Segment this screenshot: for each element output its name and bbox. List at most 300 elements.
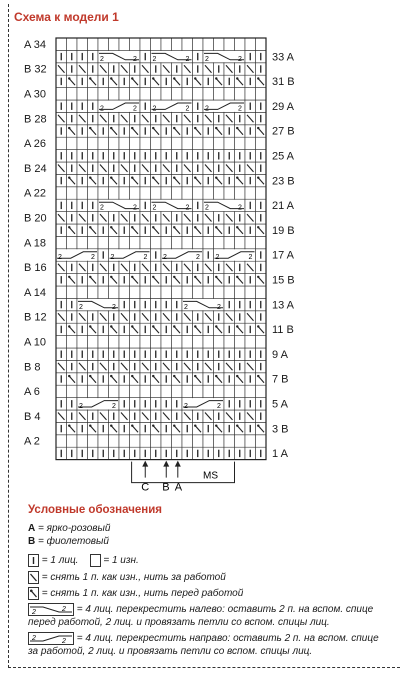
stitch-cell <box>193 162 204 174</box>
stitch-cell <box>140 323 151 335</box>
stitch-cell <box>119 150 130 162</box>
stitch-cell <box>224 447 235 459</box>
chart-grid <box>56 38 266 460</box>
cable-number: 2 <box>100 55 104 63</box>
stitch-cell <box>67 50 78 62</box>
cable-cross-mark <box>183 299 224 311</box>
stitch-cell <box>214 323 225 335</box>
stitch-cell <box>224 75 235 87</box>
cable-number: 2 <box>205 204 209 212</box>
stitch-cell <box>193 199 204 211</box>
stitch-cell <box>130 336 141 348</box>
stitch-cell <box>235 236 246 248</box>
stitch-cell <box>161 150 172 162</box>
stitch-cell <box>67 410 78 422</box>
stitch-cell <box>98 236 109 248</box>
cable-cross-mark <box>78 398 119 410</box>
stitch-cell <box>193 224 204 236</box>
stitch-cell <box>161 422 172 434</box>
row-label-right: 19 B <box>272 224 295 237</box>
stitch-cell <box>119 435 130 447</box>
stitch-cell <box>98 174 109 186</box>
stitch-cell <box>172 286 183 298</box>
stitch-cell <box>172 125 183 137</box>
stitch-cell <box>193 261 204 273</box>
stitch-cell <box>214 150 225 162</box>
stitch-cell <box>172 162 183 174</box>
stitch-cell <box>256 373 267 385</box>
stitch-cell <box>245 137 256 149</box>
stitch-cell <box>256 249 267 261</box>
stitch-cell <box>109 38 120 50</box>
stitch-cell <box>172 360 183 372</box>
stitch-cell <box>214 410 225 422</box>
stitch-cell <box>214 261 225 273</box>
stitch-cell <box>245 422 256 434</box>
stitch-cell <box>214 187 225 199</box>
stitch-cell <box>256 447 267 459</box>
stitch-cell <box>67 38 78 50</box>
stitch-cell <box>88 137 99 149</box>
stitch-cell <box>245 348 256 360</box>
stitch-cell <box>224 236 235 248</box>
stitch-cell <box>98 125 109 137</box>
stitch-cell <box>235 398 246 410</box>
stitch-cell <box>161 348 172 360</box>
stitch-cell <box>67 187 78 199</box>
stitch-cell <box>256 422 267 434</box>
stitch-cell <box>88 410 99 422</box>
stitch-cell <box>88 261 99 273</box>
stitch-cell <box>182 224 193 236</box>
stitch-cell <box>119 360 130 372</box>
stitch-cell <box>151 137 162 149</box>
stitch-cell <box>214 286 225 298</box>
stitch-cell <box>161 336 172 348</box>
stitch-cell <box>256 336 267 348</box>
stitch-cell <box>77 422 88 434</box>
cable-number: 2 <box>112 403 116 410</box>
stitch-cell <box>193 410 204 422</box>
stitch-cell <box>193 125 204 137</box>
stitch-cell <box>98 435 109 447</box>
stitch-cell <box>119 336 130 348</box>
stitch-cell <box>193 435 204 447</box>
stitch-cell <box>109 360 120 372</box>
stitch-cell <box>151 348 162 360</box>
stitch-cell <box>109 286 120 298</box>
stitch-cell <box>151 298 162 310</box>
stitch-cell <box>193 385 204 397</box>
legend-cable-left <box>28 603 388 629</box>
stitch-cell <box>119 398 130 410</box>
stitch-cell <box>56 137 67 149</box>
cable-number: 2 <box>100 105 104 113</box>
stitch-cell <box>235 88 246 100</box>
stitch-cell <box>235 360 246 372</box>
cable-number: 2 <box>217 303 221 311</box>
stitch-cell <box>56 410 67 422</box>
stitch-cell <box>256 261 267 273</box>
stitch-cell <box>256 236 267 248</box>
stitch-cell <box>77 199 88 211</box>
stitch-cell <box>119 447 130 459</box>
stitch-cell <box>182 112 193 124</box>
stitch-cell <box>67 174 78 186</box>
stitch-cell <box>245 373 256 385</box>
stitch-cell <box>130 63 141 75</box>
cable-cross-mark <box>99 101 140 113</box>
row-label-left: B 24 <box>24 162 47 175</box>
stitch-cell <box>182 410 193 422</box>
stitch-cell <box>224 187 235 199</box>
stitch-cell <box>224 224 235 236</box>
stitch-cell <box>161 298 172 310</box>
stitch-cell <box>56 162 67 174</box>
stitch-cell <box>203 212 214 224</box>
stitch-cell <box>161 187 172 199</box>
stitch-cell <box>119 311 130 323</box>
stitch-cell <box>151 212 162 224</box>
stitch-cell <box>130 385 141 397</box>
row-label-right: 5 A <box>272 398 288 411</box>
stitch-cell <box>151 373 162 385</box>
stitch-cell <box>203 360 214 372</box>
stitch-cell <box>67 323 78 335</box>
stitch-cell <box>245 298 256 310</box>
stitch-cell <box>182 323 193 335</box>
row-label-right: 13 A <box>272 299 295 312</box>
stitch-cell <box>67 311 78 323</box>
stitch-cell <box>151 410 162 422</box>
stitch-cell <box>224 373 235 385</box>
stitch-cell <box>140 199 151 211</box>
stitch-cell <box>130 212 141 224</box>
stitch-cell <box>130 236 141 248</box>
stitch-cell <box>140 174 151 186</box>
stitch-cell <box>151 75 162 87</box>
stitch-cell <box>67 435 78 447</box>
stitch-cell <box>119 75 130 87</box>
stitch-cell <box>235 38 246 50</box>
cable-cross-mark <box>204 51 245 63</box>
stitch-cell <box>235 373 246 385</box>
stitch-cell <box>77 88 88 100</box>
stitch-cell <box>193 137 204 149</box>
stitch-cell <box>245 435 256 447</box>
cable-number: 2 <box>133 204 137 212</box>
stitch-cell <box>172 174 183 186</box>
stitch-cell <box>88 435 99 447</box>
stitch-cell <box>77 150 88 162</box>
stitch-cell <box>67 422 78 434</box>
stitch-cell <box>245 236 256 248</box>
cable-cross-mark <box>151 51 192 63</box>
stitch-cell <box>98 63 109 75</box>
stitch-cell <box>98 75 109 87</box>
stitch-cell <box>224 162 235 174</box>
stitch-cell <box>77 385 88 397</box>
stitch-cell <box>109 373 120 385</box>
row-label-right: 11 B <box>272 324 294 337</box>
stitch-cell <box>98 150 109 162</box>
stitch-cell <box>193 88 204 100</box>
stitch-cell <box>67 75 78 87</box>
stitch-cell <box>109 311 120 323</box>
stitch-cell <box>182 212 193 224</box>
stitch-cell <box>256 50 267 62</box>
stitch-cell <box>224 336 235 348</box>
stitch-cell <box>140 187 151 199</box>
stitch-cell <box>140 410 151 422</box>
row-label-right: 25 A <box>272 150 295 163</box>
stitch-cell <box>77 336 88 348</box>
row-label-left: A 34 <box>24 38 47 51</box>
stitch-cell <box>88 100 99 112</box>
stitch-cell <box>88 360 99 372</box>
row-label-right: 1 A <box>272 448 288 461</box>
stitch-cell <box>119 286 130 298</box>
stitch-cell <box>98 38 109 50</box>
stitch-cell <box>140 63 151 75</box>
stitch-cell <box>224 398 235 410</box>
slip-back-icon <box>28 571 39 584</box>
stitch-cell <box>77 286 88 298</box>
stitch-cell <box>119 212 130 224</box>
cable-cross-mark <box>204 200 245 212</box>
legend-slip-front <box>28 587 388 600</box>
stitch-cell <box>56 50 67 62</box>
stitch-cell <box>161 125 172 137</box>
stitch-cell <box>151 63 162 75</box>
stitch-cell <box>182 150 193 162</box>
stitch-cell <box>214 162 225 174</box>
stitch-cell <box>224 150 235 162</box>
stitch-cell <box>140 398 151 410</box>
stitch-cell <box>119 38 130 50</box>
stitch-cell <box>88 224 99 236</box>
cable-number: 2 <box>133 55 137 63</box>
stitch-cell <box>203 348 214 360</box>
stitch-cell <box>161 385 172 397</box>
stitch-cell <box>130 38 141 50</box>
stitch-cell <box>161 410 172 422</box>
stitch-cell <box>161 447 172 459</box>
stitch-cell <box>130 75 141 87</box>
stitch-cell <box>140 261 151 273</box>
stitch-cell <box>77 75 88 87</box>
stitch-cell <box>119 162 130 174</box>
stitch-cell <box>203 336 214 348</box>
stitch-cell <box>109 75 120 87</box>
stitch-cell <box>224 63 235 75</box>
stitch-cell <box>193 360 204 372</box>
cable-left-icon <box>28 603 74 616</box>
stitch-cell <box>140 150 151 162</box>
stitch-cell <box>182 447 193 459</box>
legend-color-a <box>28 522 388 535</box>
cable-right-num-1: 2 <box>32 635 36 642</box>
stitch-cell <box>130 422 141 434</box>
stitch-cell <box>98 410 109 422</box>
stitch-cell <box>172 323 183 335</box>
stitch-cell <box>193 323 204 335</box>
stitch-cell <box>172 112 183 124</box>
stitch-cell <box>235 150 246 162</box>
stitch-cell <box>193 348 204 360</box>
cable-number: 2 <box>163 254 167 262</box>
stitch-cell <box>172 398 183 410</box>
stitch-cell <box>119 187 130 199</box>
stitch-cell <box>109 150 120 162</box>
stitch-cell <box>172 311 183 323</box>
stitch-cell <box>182 274 193 286</box>
stitch-cell <box>88 38 99 50</box>
stitch-cell <box>256 125 267 137</box>
stitch-cell <box>193 100 204 112</box>
stitch-cell <box>67 336 78 348</box>
stitch-cell <box>119 224 130 236</box>
stitch-cell <box>214 348 225 360</box>
stitch-cell <box>235 323 246 335</box>
cable-number: 2 <box>205 105 209 113</box>
stitch-cell <box>245 112 256 124</box>
stitch-cell <box>140 311 151 323</box>
stitch-cell <box>256 88 267 100</box>
stitch-cell <box>224 360 235 372</box>
stitch-cell <box>88 75 99 87</box>
stitch-cell <box>245 199 256 211</box>
stitch-cell <box>214 38 225 50</box>
cable-number: 2 <box>152 105 157 113</box>
cable-number: 2 <box>184 303 188 311</box>
stitch-cell <box>172 298 183 310</box>
stitch-cell <box>193 311 204 323</box>
stitch-cell <box>256 75 267 87</box>
stitch-cell <box>140 50 151 62</box>
legend-slip-back-text: = снять 1 п. как изн., нить за работой <box>41 572 226 584</box>
stitch-cell <box>172 336 183 348</box>
stitch-cell <box>98 360 109 372</box>
stitch-cell <box>203 63 214 75</box>
stitch-cell <box>151 422 162 434</box>
stitch-cell <box>98 385 109 397</box>
cable-number: 2 <box>196 254 200 262</box>
stitch-cell <box>193 336 204 348</box>
stitch-cell <box>172 137 183 149</box>
stitch-cell <box>98 311 109 323</box>
stitch-cell <box>151 398 162 410</box>
slip-front-icon <box>28 587 39 600</box>
stitch-cell <box>98 274 109 286</box>
stitch-cell <box>256 162 267 174</box>
stitch-cell <box>182 38 193 50</box>
row-label-left: A 14 <box>24 286 47 299</box>
stitch-cell <box>172 224 183 236</box>
stitch-cell <box>119 298 130 310</box>
stitch-cell <box>77 435 88 447</box>
legend-slip-back <box>28 571 388 584</box>
cable-number: 2 <box>143 254 148 262</box>
chart-markers <box>132 461 235 494</box>
knit-symbol-icon <box>28 554 39 567</box>
arrow-up-icon <box>175 461 181 478</box>
stitch-cell <box>140 373 151 385</box>
stitch-cell <box>130 274 141 286</box>
stitch-cell <box>151 360 162 372</box>
stitch-cell <box>245 75 256 87</box>
stitch-cell <box>109 261 120 273</box>
stitch-cell <box>172 212 183 224</box>
stitch-cell <box>172 348 183 360</box>
cable-cross-mark <box>214 249 255 261</box>
row-label-right: 21 A <box>272 200 295 213</box>
stitch-cell <box>130 286 141 298</box>
stitch-cell <box>67 373 78 385</box>
stitch-cell <box>182 162 193 174</box>
stitch-cell <box>161 398 172 410</box>
stitch-cell <box>98 162 109 174</box>
stitch-cell <box>203 125 214 137</box>
stitch-cell <box>151 38 162 50</box>
legend-cable-left-text: = 4 лиц. перекрестить налево: оставить 2 п. на вспом. спице перед работой, 2 лиц. и провязать петли со вспом. спицы лиц. <box>28 604 374 629</box>
stitch-cell <box>182 336 193 348</box>
row-label-left: A 26 <box>24 138 47 151</box>
legend-purl-text: = 1 изн. <box>103 555 139 567</box>
stitch-cell <box>56 112 67 124</box>
stitch-cell <box>77 63 88 75</box>
stitch-cell <box>109 385 120 397</box>
cable-cross-mark <box>151 101 192 113</box>
stitch-cell <box>130 261 141 273</box>
stitch-cell <box>214 236 225 248</box>
stitch-cell <box>256 187 267 199</box>
legend-b-text: = фиолетовый <box>38 536 109 547</box>
stitch-cell <box>182 286 193 298</box>
stitch-cell <box>67 286 78 298</box>
stitch-cell <box>119 236 130 248</box>
stitch-cell <box>193 63 204 75</box>
stitch-cell <box>172 38 183 50</box>
stitch-cell <box>130 298 141 310</box>
stitch-cell <box>88 150 99 162</box>
stitch-cell <box>161 360 172 372</box>
cable-number: 2 <box>215 254 220 262</box>
stitch-cell <box>161 75 172 87</box>
stitch-cell <box>182 311 193 323</box>
stitch-cell <box>224 137 235 149</box>
stitch-cell <box>119 88 130 100</box>
stitch-cell <box>172 447 183 459</box>
stitch-cell <box>161 236 172 248</box>
stitch-cell <box>140 236 151 248</box>
stitch-cell <box>119 422 130 434</box>
stitch-cell <box>56 75 67 87</box>
stitch-cell <box>235 112 246 124</box>
stitch-cell <box>203 187 214 199</box>
stitch-cell <box>172 435 183 447</box>
stitch-cell <box>256 100 267 112</box>
marker-a: A <box>174 481 183 494</box>
stitch-cell <box>161 323 172 335</box>
stitch-cell <box>256 385 267 397</box>
stitch-cell <box>235 274 246 286</box>
stitch-cell <box>67 348 78 360</box>
stitch-cell <box>161 112 172 124</box>
stitch-cell <box>182 261 193 273</box>
stitch-cell <box>67 447 78 459</box>
stitch-cell <box>67 125 78 137</box>
